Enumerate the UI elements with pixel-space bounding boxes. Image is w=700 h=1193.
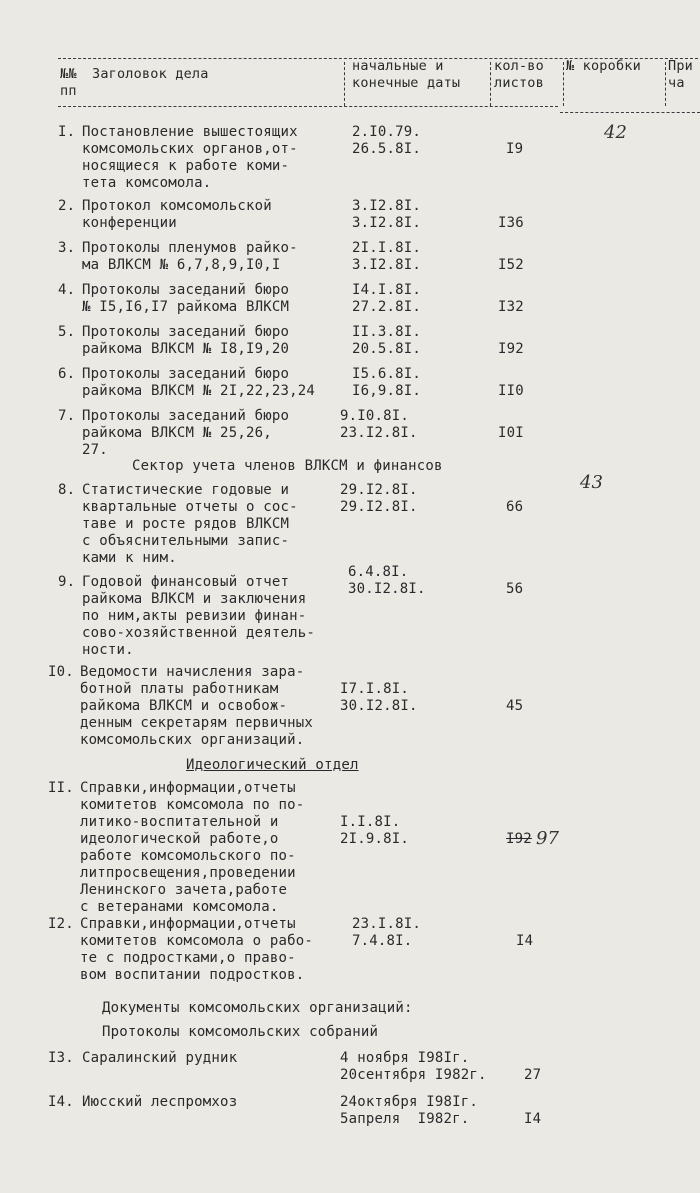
item-number: 4. (58, 282, 76, 298)
item-dates: II.3.8I. 20.5.8I. (352, 324, 422, 357)
item-count: I92 (498, 341, 524, 357)
item-count: 45 (506, 698, 524, 714)
item-number: I. (58, 124, 76, 140)
item-number: I2. (48, 916, 74, 932)
item-count: II0 (498, 383, 524, 399)
item-title: Протоколы заседаний бюро № I5,I6,I7 райкома ВЛКСМ (82, 282, 290, 315)
item-title: Ведомости начисления зара- ботной платы работникам райкома ВЛКСМ и освобож- денным секретарям первичных комсомольских организаций. (80, 664, 313, 748)
handwritten-count-correction: 97 (536, 828, 559, 849)
item-number: 5. (58, 324, 76, 340)
item-count: 66 (506, 499, 524, 515)
item-number: I4. (48, 1094, 74, 1110)
item-number: 7. (58, 408, 76, 424)
header-col-divider-1 (344, 62, 345, 106)
item-count: I36 (498, 215, 524, 231)
section-heading-sector: Сектор учета членов ВЛКСМ и финансов (132, 458, 443, 474)
item-count: I4 (516, 933, 534, 949)
box-number-42: 42 (604, 122, 627, 143)
item-count: 27 (524, 1067, 542, 1083)
item-number: 6. (58, 366, 76, 382)
header-col-dates: начальные и конечные даты (352, 58, 461, 91)
item-count: 56 (506, 581, 524, 597)
item-dates: 23.I.8I. 7.4.8I. (352, 916, 422, 949)
item-title: Протоколы пленумов райко- ма ВЛКСМ № 6,7,8,9,I0,I (82, 240, 298, 273)
item-title: Протоколы заседаний бюро райкома ВЛКСМ № I8,I9,20 (82, 324, 290, 357)
header-col-note: При ча (668, 58, 693, 91)
header-col-box: № коробки (566, 58, 641, 74)
item-number: II. (48, 780, 74, 796)
header-bottom-rule-right (560, 112, 700, 113)
item-dates: 2I.I.8I. 3.I2.8I. (352, 240, 422, 273)
item-title: Справки,информации,отчеты комитетов комсомола по по- литико-воспитательной и идеологической работе,о работе комсомольского по- литпросвещения,проведении Ленинского зачета,работе с ветеранами комсомола. (80, 780, 305, 915)
section-heading-ideology: Идеологический отдел (186, 757, 359, 773)
header-col-divider-2 (490, 62, 491, 106)
item-number: I0. (48, 664, 74, 680)
section-heading-org-docs: Документы комсомольских организаций: (102, 1000, 413, 1016)
item-title: Протоколы заседаний бюро райкома ВЛКСМ № 2I,22,23,24 (82, 366, 315, 399)
item-title: Постановление вышестоящих комсомольских органов,от- носящиеся к работе коми- тета комсомола. (82, 124, 298, 191)
item-dates: 9.I0.8I. 23.I2.8I. (340, 408, 418, 441)
item-count: I0I (498, 425, 524, 441)
item-dates: 6.4.8I. 30.I2.8I. (348, 564, 426, 597)
item-title: Протокол комсомольской конференции (82, 198, 272, 231)
header-bottom-rule (58, 106, 558, 107)
header-col-divider-4 (665, 62, 666, 106)
item-dates: 4 ноября I98Iг. 20сентября I982г. (340, 1050, 487, 1083)
section-heading-protocols: Протоколы комсомольских собраний (102, 1024, 379, 1040)
item-title: Статистические годовые и квартальные отчеты о сос- таве и росте рядов ВЛКСМ с объяснительными запис- ками к ним. (82, 482, 298, 566)
item-title: Справки,информации,отчеты комитетов комсомола о рабо- те с подростками,о право- вом воспитании подростков. (80, 916, 313, 983)
box-number-43: 43 (580, 472, 603, 493)
item-number: 3. (58, 240, 76, 256)
item-dates: 3.I2.8I. 3.I2.8I. (352, 198, 422, 231)
header-col-title: Заголовок дела (92, 66, 209, 82)
item-number: 2. (58, 198, 76, 214)
item-dates: 2.I0.79. 26.5.8I. (352, 124, 422, 157)
item-number: I3. (48, 1050, 74, 1066)
item-count: I32 (498, 299, 524, 315)
item-number: 9. (58, 574, 76, 590)
header-col-count: кол-во листов (494, 58, 544, 91)
item-count: I4 (524, 1111, 542, 1127)
item-dates: I5.6.8I. I6,9.8I. (352, 366, 422, 399)
item-count: I92 (506, 831, 532, 847)
item-dates: I4.I.8I. 27.2.8I. (352, 282, 422, 315)
item-dates: 24октября I98Iг. 5апреля I982г. (340, 1094, 479, 1127)
item-dates: I7.I.8I. 30.I2.8I. (340, 681, 418, 714)
item-title: Июсский леспромхоз (82, 1094, 238, 1110)
header-col-divider-3 (563, 62, 564, 106)
item-count: I9 (506, 141, 524, 157)
header-col-no: №№ пп (60, 66, 77, 99)
item-title: Протоколы заседаний бюро райкома ВЛКСМ № 25,26, 27. (82, 408, 290, 458)
item-dates: 29.I2.8I. 29.I2.8I. (340, 482, 418, 515)
item-count: I52 (498, 257, 524, 273)
item-title: Годовой финансовый отчет райкома ВЛКСМ и заключения по ним,акты ревизии финан- сово-хозяйственной деятель- ности. (82, 574, 315, 658)
item-dates: I.I.8I. 2I.9.8I. (340, 814, 410, 847)
item-title: Саралинский рудник (82, 1050, 238, 1066)
item-number: 8. (58, 482, 76, 498)
